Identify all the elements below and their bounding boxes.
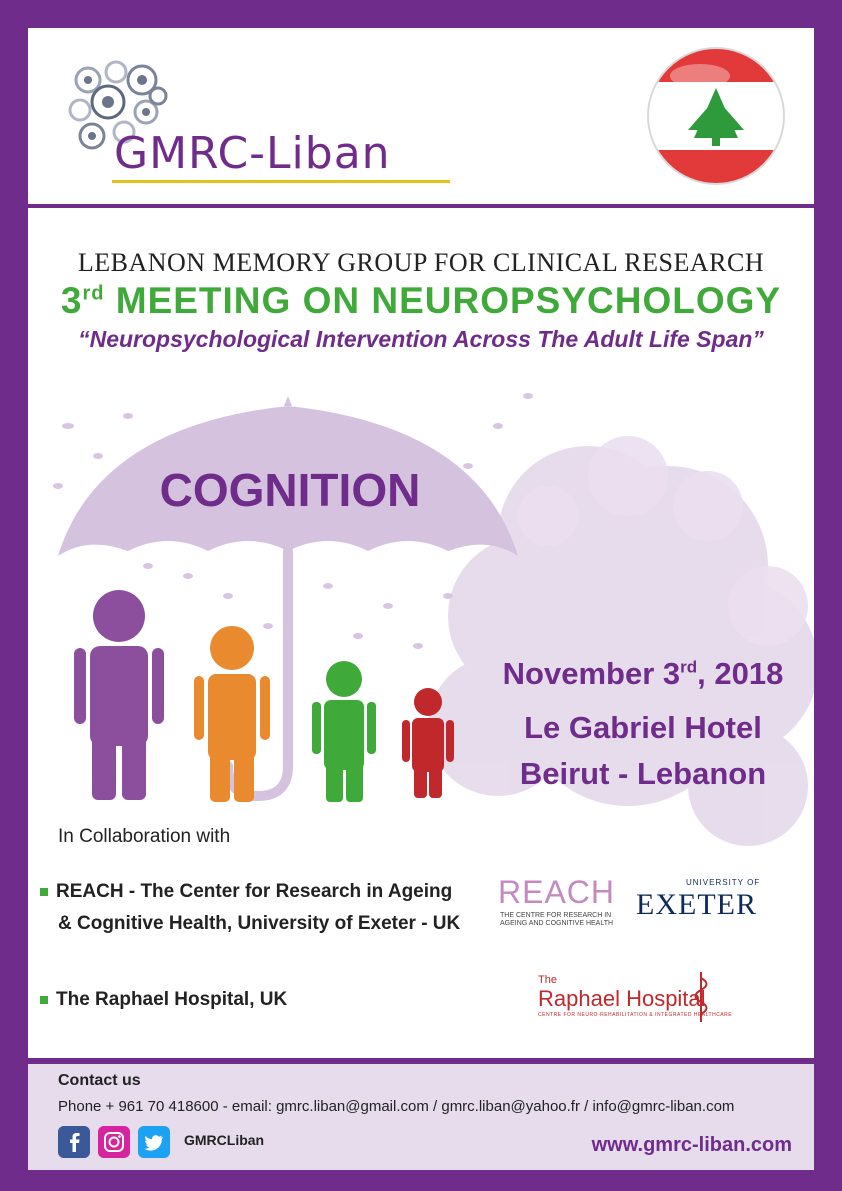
contact-details: Phone + 961 70 418600 - email: gmrc.liban@gmail.com / gmrc.liban@yahoo.fr / info@gmrc-liban.com [58, 1098, 735, 1115]
meeting-number: 3 [60, 280, 83, 321]
partner-raphael [40, 984, 287, 1016]
header [28, 28, 814, 208]
raphael-logo-subtitle: CENTRE FOR NEURO-REHABILITATION & INTEGRATED HEALTHCARE [538, 1012, 733, 1018]
bullet-icon [40, 996, 48, 1004]
footer [28, 1058, 814, 1170]
event-date-year: , 2018 [697, 656, 784, 691]
partner-reach-line2: & Cognitive Health, University of Exeter - UK [58, 913, 461, 934]
meeting-title [28, 280, 814, 322]
reach-logo [498, 874, 628, 934]
event-date-main: November 3 [502, 656, 681, 691]
website-link[interactable]: www.gmrc-liban.com [591, 1134, 792, 1156]
contact-heading: Contact us [58, 1072, 141, 1089]
bullet-icon [40, 888, 48, 896]
raphael-logo-the: The [538, 974, 557, 986]
twitter-icon[interactable] [138, 1126, 170, 1158]
poster-frame [28, 28, 814, 1164]
reach-logo-title: REACH [498, 874, 616, 910]
tagline: “Neuropsychological Intervention Across The Adult Life Span” [78, 326, 764, 352]
reach-logo-sub2: AGEING AND COGNITIVE HEALTH [500, 920, 614, 927]
organization-title: LEBANON MEMORY GROUP FOR CLINICAL RESEARCH [77, 248, 765, 277]
partner-raphael-text: The Raphael Hospital, UK [56, 989, 288, 1010]
partner-reach [40, 876, 452, 908]
facebook-icon[interactable] [58, 1126, 90, 1158]
event-venue: Le Gabriel Hotel [524, 710, 762, 745]
event-date [478, 656, 808, 692]
lebanon-flag-icon [646, 46, 786, 186]
social-handle: GMRCLiban [184, 1132, 265, 1148]
instagram-icon[interactable] [98, 1126, 130, 1158]
logo-underline [112, 180, 450, 183]
event-date-suffix: rd [680, 657, 698, 677]
exeter-logo [636, 878, 766, 938]
exeter-logo-name: EXETER [636, 888, 757, 921]
raphael-logo [536, 968, 736, 1028]
reach-logo-sub1: THE CENTRE FOR RESEARCH IN [500, 912, 612, 919]
meeting-title-rest: MEETING ON NEUROPSYCHOLOGY [104, 280, 782, 321]
meeting-number-suffix: rd [82, 282, 105, 305]
reach-logo-subtitle [500, 912, 613, 928]
umbrella-label: COGNITION [159, 464, 421, 516]
logo-wordmark: GMRC-Liban [114, 128, 391, 179]
exeter-logo-univ: UNIVERSITY OF [686, 878, 761, 887]
raphael-logo-name: Raphael Hospital [538, 986, 706, 1011]
person-green-icon [312, 661, 376, 802]
caduceus-icon [686, 968, 716, 1024]
event-city: Beirut - Lebanon [519, 756, 767, 791]
collaboration-label: In Collaboration with [58, 826, 231, 847]
partner-reach-line1: REACH - The Center for Research in Ageing [56, 881, 453, 902]
person-purple-icon [74, 590, 164, 800]
